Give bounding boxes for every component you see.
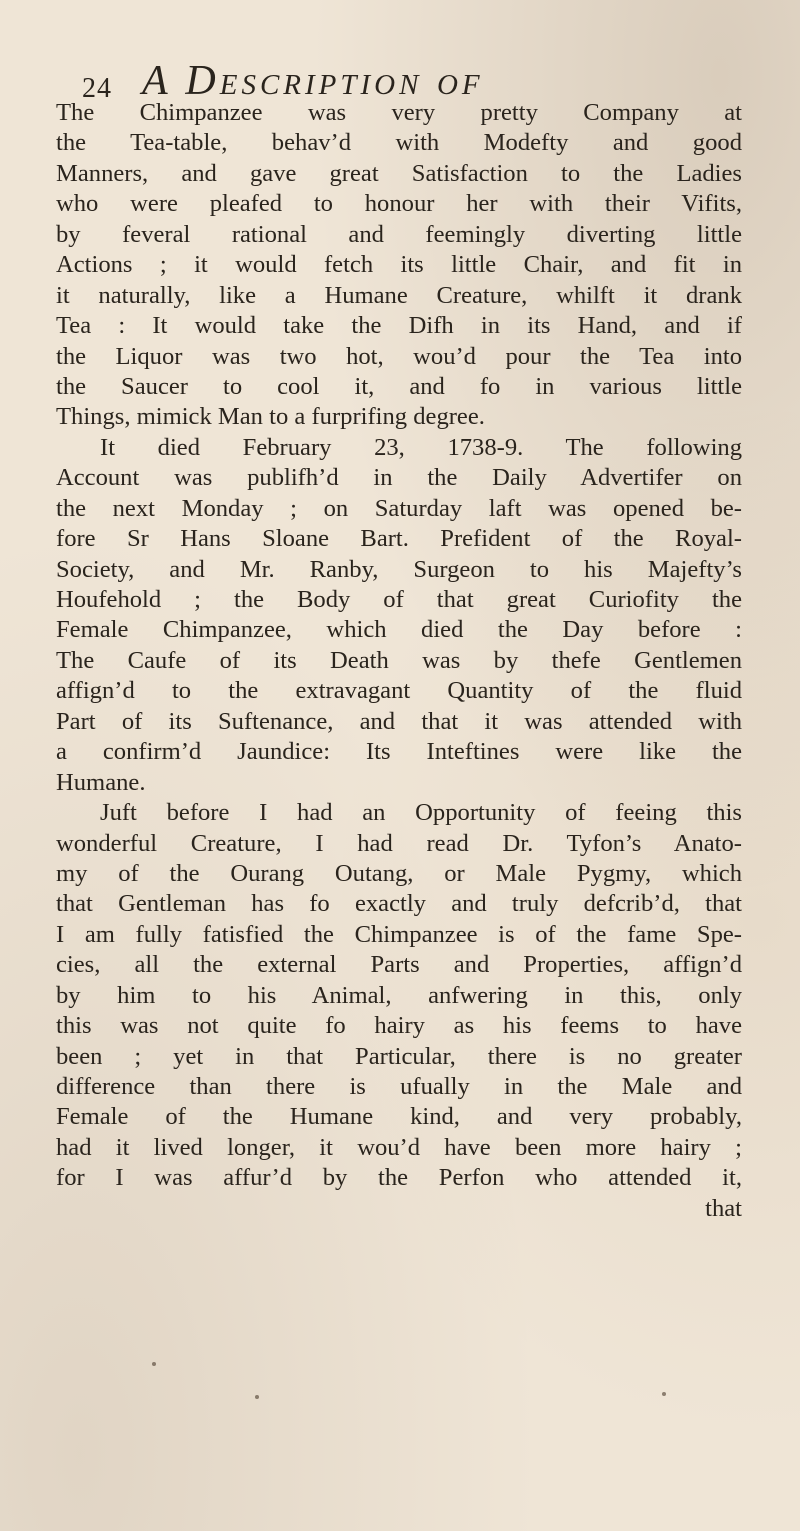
text-line: the Liquor was two hot, wou’d pour the Tea into [56, 342, 742, 370]
text-line: Account was publifh’d in the Daily Advertifer on [56, 464, 742, 492]
text-line: had it lived longer, it wou’d have been more hairy ; [56, 1133, 742, 1161]
text-line: by him to his Animal, anfwering in this, only [56, 981, 742, 1009]
text-line: Tea : It would take the Difh in its Hand, and if [56, 312, 742, 340]
text-line: this was not quite fo hairy as his feems to have [56, 1012, 742, 1040]
running-title: A Description of [142, 58, 484, 104]
catchword: that [705, 1194, 742, 1222]
text-line: my of the Ourang Outang, or Male Pygmy, which [56, 859, 742, 887]
body-text [56, 98, 742, 1224]
text-line: Female of the Humane kind, and very probably, [56, 1103, 742, 1131]
text-line: a confirm’d Jaundice: Its Inteftines were like the [56, 738, 742, 766]
text-line: by feveral rational and feemingly diverting little [56, 220, 742, 248]
text-line: Humane. [56, 768, 146, 796]
page-number: 24 [82, 73, 112, 104]
text-line: The Caufe of its Death was by thefe Gentlemen [56, 646, 742, 674]
text-line: Juft before I had an Opportunity of feeing this [100, 799, 742, 827]
text-line: Things, mimick Man to a furprifing degree. [56, 403, 485, 431]
text-line: been ; yet in that Particular, there is no greater [56, 1042, 742, 1070]
text-line: for I was affur’d by the Perfon who attended it, [56, 1164, 742, 1192]
text-line: wonderful Creature, I had read Dr. Tyfon’s Anato- [56, 829, 742, 857]
text-line: affign’d to the extravagant Quantity of the fluid [56, 677, 742, 705]
text-line: it naturally, like a Humane Creature, whilft it drank [56, 281, 742, 309]
text-line: the Saucer to cool it, and fo in various little [56, 372, 742, 400]
ink-speck [152, 1362, 156, 1366]
text-line: I am fully fatisfied the Chimpanzee is of the fame Spe- [56, 920, 742, 948]
text-line: fore Sr Hans Sloane Bart. Prefident of the Royal- [56, 525, 742, 553]
text-line: cies, all the external Parts and Properties, affign’d [56, 951, 742, 979]
text-line: the next Monday ; on Saturday laft was opened be- [56, 494, 742, 522]
text-line: Part of its Suftenance, and that it was attended with [56, 707, 742, 735]
text-line: Society, and Mr. Ranby, Surgeon to his Majefty’s [56, 555, 742, 583]
text-line: It died February 23, 1738-9. The following [100, 433, 742, 461]
text-line: the Tea-table, behav’d with Modefty and good [56, 129, 742, 157]
ink-speck [255, 1395, 259, 1399]
text-line: who were pleafed to honour her with their Vifits, [56, 190, 742, 218]
text-line: difference than there is ufually in the Male and [56, 1073, 742, 1100]
text-line: Houfehold ; the Body of that great Curiofity the [56, 586, 742, 613]
text-line: Actions ; it would fetch its little Chair, and fit in [56, 251, 742, 279]
text-line: Female Chimpanzee, which died the Day before : [56, 616, 742, 644]
text-line: The Chimpanzee was very pretty Company at [56, 99, 742, 126]
text-line: Manners, and gave great Satisfaction to the Ladies [56, 159, 742, 187]
text-line: that Gentleman has fo exactly and truly defcrib’d, that [56, 890, 742, 918]
ink-speck [662, 1392, 666, 1396]
